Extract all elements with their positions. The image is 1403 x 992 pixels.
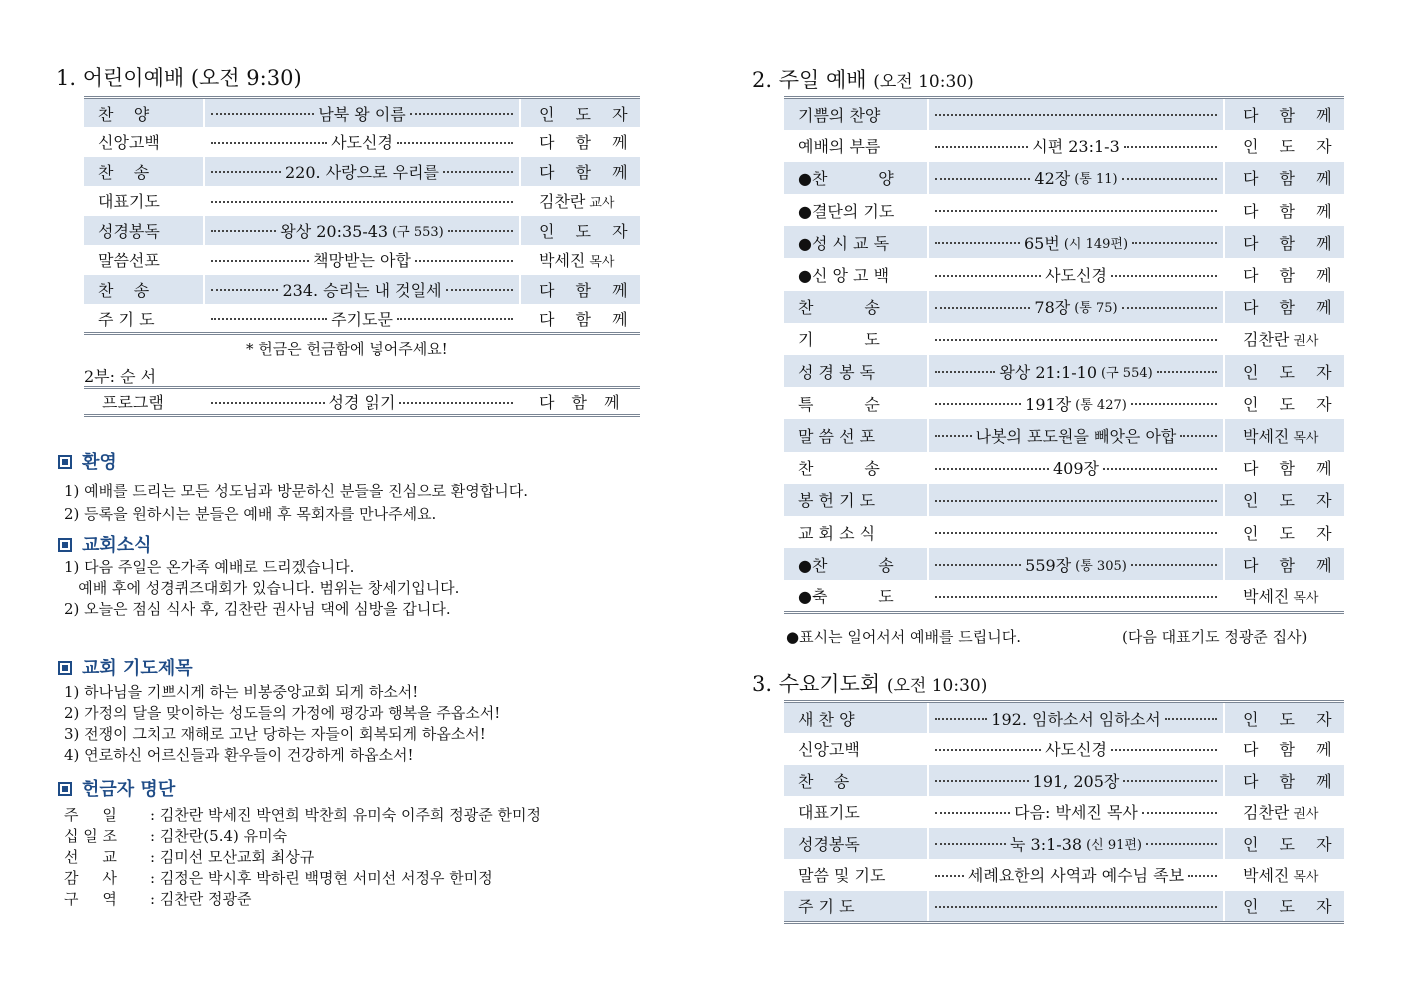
order-content: 65번 <box>1023 233 1060 253</box>
order-row <box>784 702 1344 734</box>
order-leader-role: 목사 <box>589 255 615 271</box>
dotted-leader <box>935 769 1217 792</box>
dotted-leader <box>935 553 1217 576</box>
order-leader: 인 도 자 <box>1243 834 1340 854</box>
order-content: 234. 승리는 내 것일세 <box>282 280 442 300</box>
order-content: 왕상 20:35-43 <box>280 221 389 241</box>
order-leader-cell <box>1224 419 1344 451</box>
order-content: 191, 205장 <box>1032 771 1120 791</box>
order-leader: 박세진 <box>1243 866 1290 886</box>
dotted-leader <box>935 263 1217 286</box>
order-leader-cell <box>1224 323 1344 355</box>
order-row <box>784 452 1344 484</box>
order-label: ●찬 양 <box>784 162 928 194</box>
order-leader-cell <box>1224 765 1344 797</box>
order-content: 192. 임하소서 임하소서 <box>991 709 1161 729</box>
prayer-line-2: 2) 가정의 달을 맞이하는 성도들의 가정에 평강과 행복을 주옵소서! <box>64 704 501 722</box>
order-leader: 다 함 께 <box>1243 771 1340 791</box>
order-label: 성경봉독 <box>84 216 204 246</box>
order-leader: 인 도 자 <box>1243 523 1340 543</box>
order-label: 대표기도 <box>784 796 928 828</box>
order-content: 세례요한의 사역과 예수님 족보 <box>967 866 1185 886</box>
welcome-line-1: 1) 예배를 드리는 모든 성도님과 방문하신 분들을 진심으로 환영합니다. <box>64 482 529 500</box>
order-leader-cell <box>520 275 640 305</box>
order-content-note: (통 11) <box>1074 172 1118 188</box>
order-content-note: (시 149편) <box>1063 236 1129 252</box>
square-bullet-icon <box>58 455 72 469</box>
order-label: 기쁨의 찬양 <box>784 98 928 130</box>
order-row <box>784 891 1344 923</box>
order-label: 신앙고백 <box>84 127 204 157</box>
section-3-title <box>752 668 987 698</box>
order-leader-cell <box>1224 130 1344 162</box>
order-row <box>784 796 1344 828</box>
order-content: 사도신경 <box>1045 740 1107 760</box>
order-leader: 다 함 께 <box>1243 266 1340 286</box>
order-label: 예배의 부름 <box>784 130 928 162</box>
offering-key: 감 사 <box>64 869 117 887</box>
order-row <box>84 186 640 216</box>
order-leader: 다 함 께 <box>1243 459 1340 479</box>
order-content-note: (통 305) <box>1075 558 1127 574</box>
order-leader-cell <box>520 186 640 216</box>
order-row <box>784 387 1344 419</box>
order-row <box>784 194 1344 226</box>
offering-row <box>64 804 541 825</box>
order-row <box>784 548 1344 580</box>
dotted-leader <box>935 295 1217 318</box>
order-row <box>784 733 1344 765</box>
order-leader: 다 함 께 <box>1243 555 1340 575</box>
dotted-leader <box>935 456 1217 479</box>
news-line-2: 예배 후에 성경퀴즈대회가 있습니다. 범위는 창세기입니다. <box>64 579 460 597</box>
order-leader-role: 권사 <box>1293 807 1319 823</box>
order-leader-cell <box>1224 355 1344 387</box>
order-leader-cell <box>520 216 640 246</box>
part2-program-leader: 다 함 께 <box>539 393 626 412</box>
order-row <box>84 157 640 187</box>
order-content: 사도신경 <box>331 133 393 153</box>
order-leader: 인 도 자 <box>1243 394 1340 414</box>
dotted-leader <box>935 360 1217 383</box>
order-leader: 인 도 자 <box>539 104 636 124</box>
order-label: 말씀선포 <box>84 245 204 275</box>
order-label: 새 찬 양 <box>784 702 928 734</box>
order-leader-cell <box>1224 516 1344 548</box>
dotted-leader <box>935 392 1217 415</box>
order-row <box>784 130 1344 162</box>
offering-value: : 김찬란 박세진 박연희 박찬희 유미숙 이주희 정광준 한미정 <box>150 806 541 824</box>
offering-value: : 김정은 박시후 박하린 백명현 서미선 서정우 한미정 <box>150 869 493 887</box>
dotted-leader <box>935 134 1217 157</box>
prayer-line-1: 1) 하나님을 기쁘시게 하는 비봉중앙교회 되게 하소서! <box>64 683 419 701</box>
order-row <box>784 484 1344 516</box>
order-leader: 다 함 께 <box>1243 105 1340 125</box>
order-leader-cell <box>1224 387 1344 419</box>
order-leader: 다 함 께 <box>539 309 636 329</box>
dotted-leader <box>211 199 513 203</box>
prayer-heading-text: 교회 기도제목 <box>82 658 193 679</box>
order-leader-cell <box>1224 291 1344 323</box>
offering-key: 십 일 조 <box>64 827 118 845</box>
order-content-note: (통 75) <box>1074 301 1118 317</box>
order-content: 220. 사랑으로 우리를 <box>285 162 439 182</box>
order-leader-cell <box>1224 828 1344 860</box>
order-leader-cell <box>1224 258 1344 290</box>
order-label: ●신 앙 고 백 <box>784 258 928 290</box>
order-leader-role: 권사 <box>1293 334 1319 350</box>
order-content-note: (신 91편) <box>1086 837 1142 853</box>
order-content-note: (구 554) <box>1101 365 1153 381</box>
order-leader-cell <box>1224 98 1344 130</box>
order-content: 시편 23:1-3 <box>1032 137 1120 157</box>
order-leader-cell <box>1224 548 1344 580</box>
order-leader-cell <box>1224 702 1344 734</box>
news-line-1: 1) 다음 주일은 온가족 예배로 드리겠습니다. <box>64 558 355 576</box>
order-row <box>784 323 1344 355</box>
order-leader: 인 도 자 <box>1243 897 1340 916</box>
order-row <box>784 419 1344 451</box>
order-row <box>84 245 640 275</box>
order-leader-cell <box>520 127 640 157</box>
order-content-note: (구 553) <box>392 224 444 240</box>
order-label: 대표기도 <box>84 186 204 216</box>
dotted-leader <box>935 231 1217 254</box>
order-content: 책망받는 아합 <box>313 251 411 271</box>
dotted-leader <box>935 800 1217 823</box>
order-row <box>784 765 1344 797</box>
part2-program-label: 프로그램 <box>84 388 204 416</box>
part2-program-table <box>84 386 640 417</box>
order-leader-cell <box>1224 859 1344 891</box>
order-leader-cell <box>520 304 640 334</box>
order-label: 찬 송 <box>784 452 928 484</box>
offering-note: * 헌금은 헌금함에 넣어주세요! <box>246 340 448 358</box>
dotted-leader <box>935 594 1217 598</box>
order-label: 봉 헌 기 도 <box>784 484 928 516</box>
wednesday-prayer-order-table <box>784 700 1344 924</box>
prayer-heading <box>58 654 193 680</box>
order-label: 말 씀 선 포 <box>784 419 928 451</box>
order-leader: 인 도 자 <box>1243 709 1340 729</box>
order-leader: 인 도 자 <box>1243 491 1340 511</box>
order-row <box>784 162 1344 194</box>
offering-key: 선 교 <box>64 848 117 866</box>
order-row <box>784 859 1344 891</box>
news-line-3: 2) 오늘은 점심 식사 후, 김찬란 권사님 댁에 심방을 갑니다. <box>64 600 451 618</box>
children-worship-order-table <box>84 96 640 335</box>
order-row <box>84 304 640 334</box>
order-label: 교 회 소 식 <box>784 516 928 548</box>
news-heading-text: 교회소식 <box>82 535 152 556</box>
order-leader-role: 교사 <box>589 196 615 212</box>
order-content: 주기도문 <box>331 309 393 329</box>
section-1-time: (오전 9:30) <box>190 66 302 90</box>
offering-row <box>64 867 493 888</box>
order-leader: 김찬란 <box>1243 803 1290 823</box>
section-3-time: (오전 10:30) <box>886 676 988 696</box>
dotted-leader <box>211 307 513 330</box>
order-leader-cell <box>520 98 640 128</box>
order-leader: 인 도 자 <box>1243 137 1340 157</box>
dotted-leader <box>935 498 1217 502</box>
order-row <box>784 291 1344 323</box>
order-label: 찬 송 <box>784 765 928 797</box>
welcome-heading-text: 환영 <box>82 452 117 473</box>
order-leader-cell <box>1224 452 1344 484</box>
order-leader-cell <box>520 157 640 187</box>
order-leader-cell <box>1224 226 1344 258</box>
order-label: 기 도 <box>784 323 928 355</box>
order-leader: 박세진 <box>539 251 586 271</box>
order-leader: 인 도 자 <box>1243 362 1340 382</box>
dotted-leader <box>935 166 1217 189</box>
order-leader-cell <box>1224 162 1344 194</box>
welcome-heading <box>58 448 117 474</box>
offering-value: : 김찬란(5.4) 유미숙 <box>150 827 288 845</box>
section-3-name: 3. 수요기도회 <box>752 672 881 696</box>
order-row <box>84 98 640 128</box>
offering-heading <box>58 775 175 801</box>
dotted-leader <box>935 904 1217 908</box>
order-label: ●성 시 교 독 <box>784 226 928 258</box>
order-label: 주 기 도 <box>784 891 928 923</box>
order-leader: 다 함 께 <box>539 162 636 182</box>
order-leader: 김찬란 <box>539 192 586 212</box>
dotted-leader <box>211 219 513 242</box>
order-row <box>784 355 1344 387</box>
order-leader-cell <box>1224 484 1344 516</box>
offering-value: : 김찬란 정광준 <box>150 890 252 908</box>
order-content: 나봇의 포도원을 빼앗은 아합 <box>975 426 1177 446</box>
order-row <box>784 828 1344 860</box>
order-row <box>784 258 1344 290</box>
order-leader-role: 목사 <box>1293 591 1319 607</box>
part2-label: 2부: 순 서 <box>84 367 157 386</box>
order-leader: 박세진 <box>1243 587 1290 607</box>
dotted-leader <box>935 424 1217 447</box>
square-bullet-icon <box>58 661 72 675</box>
order-row <box>84 216 640 246</box>
order-leader: 다 함 께 <box>1243 201 1340 221</box>
offering-row <box>64 825 287 846</box>
dotted-leader <box>211 248 513 271</box>
order-content: 78장 <box>1034 298 1071 318</box>
order-label: 특 순 <box>784 387 928 419</box>
offering-row <box>64 888 252 909</box>
square-bullet-icon <box>58 538 72 552</box>
next-prayer-note: (다음 대표기도 정광준 집사) <box>1122 628 1308 646</box>
order-leader-role: 목사 <box>1293 870 1319 886</box>
order-row <box>784 98 1344 130</box>
dotted-leader <box>935 530 1217 534</box>
dotted-leader <box>211 278 513 301</box>
order-row <box>784 580 1344 612</box>
order-label: 신앙고백 <box>784 733 928 765</box>
order-leader-cell <box>1224 891 1344 923</box>
order-leader: 다 함 께 <box>1243 298 1340 318</box>
dotted-leader <box>211 130 513 153</box>
order-label: 찬 송 <box>84 157 204 187</box>
order-leader-cell <box>1224 194 1344 226</box>
order-label: ●결단의 기도 <box>784 194 928 226</box>
dotted-leader <box>935 707 1217 730</box>
order-row <box>784 226 1344 258</box>
order-label: 말씀 및 기도 <box>784 859 928 891</box>
news-heading <box>58 531 152 557</box>
order-content: 사도신경 <box>1045 266 1107 286</box>
order-content: 191장 <box>1025 394 1072 414</box>
welcome-line-2: 2) 등록을 원하시는 분들은 예배 후 목회자를 만나주세요. <box>64 505 437 523</box>
part2-program-row <box>84 388 640 416</box>
order-content: 왕상 21:1-10 <box>999 362 1098 382</box>
offering-value: : 김미선 모산교회 최상규 <box>150 848 315 866</box>
part2-program-content: 성경 읽기 <box>328 393 396 412</box>
dotted-leader <box>935 832 1217 855</box>
offering-key: 주 일 <box>64 806 117 824</box>
order-row <box>784 516 1344 548</box>
dotted-leader <box>211 102 513 125</box>
order-leader-cell <box>1224 796 1344 828</box>
dotted-leader <box>935 337 1217 341</box>
order-leader: 다 함 께 <box>1243 169 1340 189</box>
dotted-leader <box>935 112 1217 116</box>
offering-key: 구 역 <box>64 890 117 908</box>
order-leader: 김찬란 <box>1243 330 1290 350</box>
order-label: 성 경 봉 독 <box>784 355 928 387</box>
order-content: 다음: 박세진 목사 <box>1014 803 1138 823</box>
order-label: ●찬 송 <box>784 548 928 580</box>
section-2-time: (오전 10:30) <box>873 72 974 92</box>
order-label: 주 기 도 <box>84 304 204 334</box>
order-label: 찬 송 <box>784 291 928 323</box>
order-label: 찬 송 <box>84 275 204 305</box>
order-content: 559장 <box>1025 555 1072 575</box>
order-leader: 다 함 께 <box>1243 233 1340 253</box>
order-content-note: (통 427) <box>1075 397 1127 413</box>
order-leader: 다 함 께 <box>1243 740 1340 760</box>
square-bullet-icon <box>58 782 72 796</box>
section-1-title <box>56 62 302 92</box>
order-content: 42장 <box>1034 169 1071 189</box>
order-leader: 인 도 자 <box>539 221 636 241</box>
order-row <box>84 127 640 157</box>
order-row <box>84 275 640 305</box>
dotted-leader <box>935 863 1217 886</box>
order-label: 찬 양 <box>84 98 204 128</box>
order-leader-cell <box>1224 733 1344 765</box>
offering-heading-text: 헌금자 명단 <box>82 779 176 800</box>
standing-note: ●표시는 일어서서 예배를 드립니다. <box>786 628 1022 646</box>
section-2-name: 2. 주일 예배 <box>752 68 867 92</box>
dotted-leader <box>935 737 1217 760</box>
order-leader-role: 목사 <box>1293 430 1319 446</box>
prayer-line-3: 3) 전쟁이 그치고 재해로 고난 당하는 자들이 회복되게 하옵소서! <box>64 725 486 743</box>
order-leader-cell <box>520 245 640 275</box>
order-leader-cell <box>1224 580 1344 612</box>
order-leader: 다 함 께 <box>539 133 636 153</box>
dotted-leader <box>211 160 513 183</box>
order-leader: 다 함 께 <box>539 280 636 300</box>
prayer-line-4: 4) 연로하신 어르신들과 환우들이 건강하게 하옵소서! <box>64 746 414 764</box>
dotted-leader <box>935 208 1217 212</box>
order-label: 성경봉독 <box>784 828 928 860</box>
order-content: 남북 왕 이름 <box>318 104 406 124</box>
offering-row <box>64 846 314 867</box>
order-leader: 박세진 <box>1243 426 1290 446</box>
order-content: 409장 <box>1053 459 1099 479</box>
sunday-worship-order-table <box>784 96 1344 614</box>
section-1-name: 1. 어린이예배 <box>56 66 185 90</box>
section-2-title <box>752 64 974 94</box>
order-label: ●축 도 <box>784 580 928 612</box>
order-content: 눅 3:1-38 <box>1010 834 1083 854</box>
